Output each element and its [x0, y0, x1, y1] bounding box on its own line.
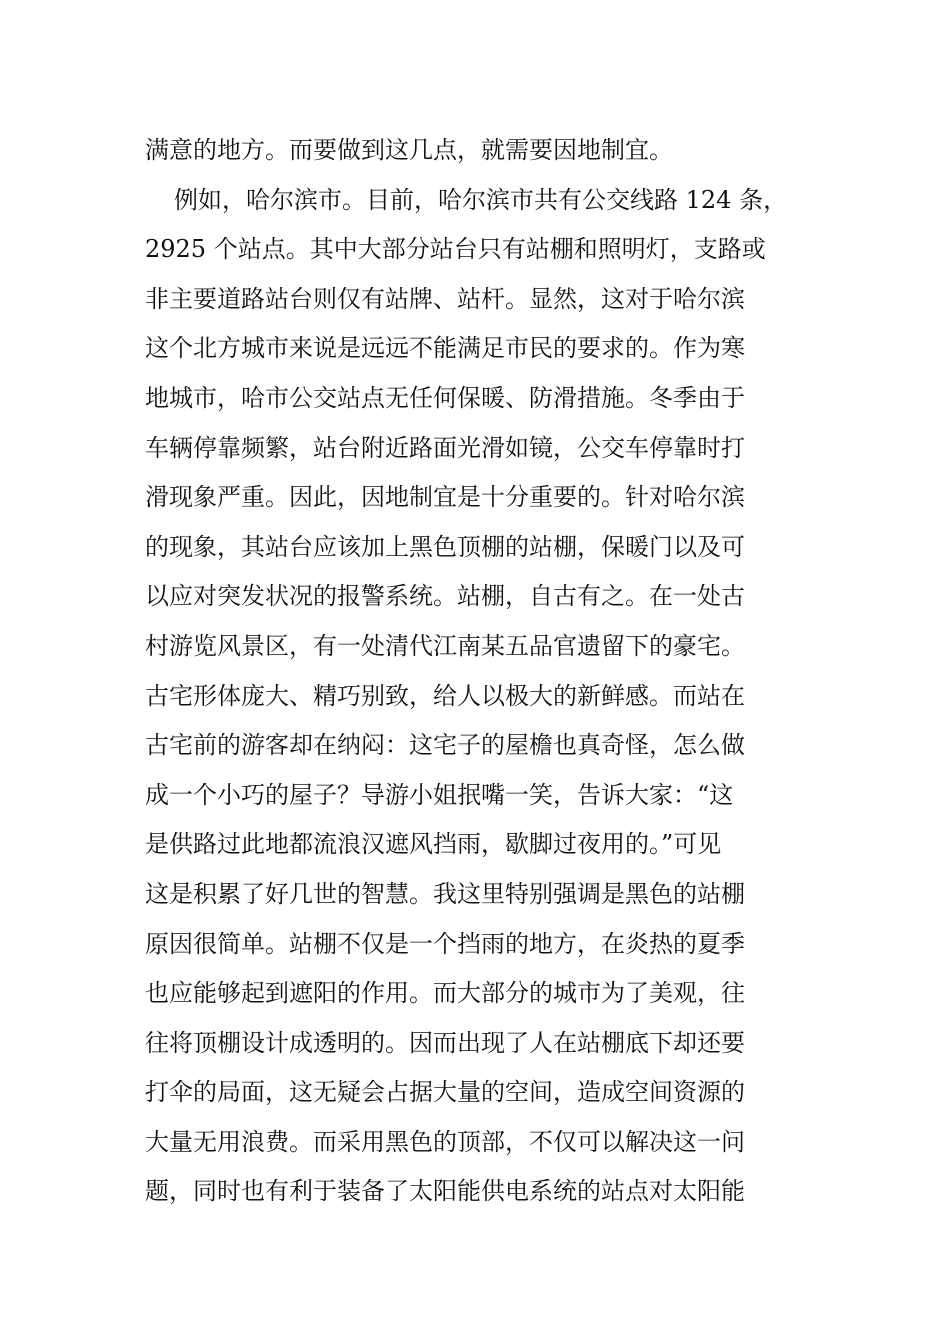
text-line: 2925 个站点。其中大部分站台只有站棚和照明灯，支路或: [145, 235, 766, 264]
text-line: 地城市，哈市公交站点无任何保暖、防滑措施。冬季由于: [145, 383, 745, 412]
text-line: 原因很简单。站棚不仅是一个挡雨的地方，在炎热的夏季: [145, 929, 745, 958]
text-line: 的现象，其站台应该加上黑色顶棚的站棚，保暖门以及可: [145, 532, 745, 561]
text-line: 成一个小巧的屋子？导游小姐抿嘴一笑，告诉大家：“这: [145, 780, 734, 809]
text-line: 古宅形体庞大、精巧别致，给人以极大的新鲜感。而站在: [145, 681, 745, 710]
text-line: 大量无用浪费。而采用黑色的顶部，不仅可以解决这一问: [145, 1127, 745, 1156]
text-line: 满意的地方。而要做到这几点，就需要因地制宜。: [145, 136, 673, 164]
text-line: 例如，哈尔滨市。目前，哈尔滨市共有公交线路 124 条，: [174, 185, 788, 214]
text-line: 以应对突发状况的报警系统。站棚，自古有之。在一处古: [145, 582, 745, 611]
text-line: 车辆停靠频繁，站台附近路面光滑如镜，公交车停靠时打: [145, 433, 745, 462]
body-text: [145, 126, 815, 1217]
text-line: 也应能够起到遮阳的作用。而大部分的城市为了美观，往: [145, 979, 745, 1008]
text-line: 这个北方城市来说是远远不能满足市民的要求的。作为寒: [145, 334, 745, 363]
text-line: 题，同时也有利于装备了太阳能供电系统的站点对太阳能: [145, 1177, 745, 1206]
text-line: 古宅前的游客却在纳闷：这宅子的屋檐也真奇怪，怎么做: [145, 731, 745, 760]
text-line: 这是积累了好几世的智慧。我这里特别强调是黑色的站棚: [145, 879, 745, 908]
text-line: 村游览风景区，有一处清代江南某五品官遗留下的豪宅。: [145, 631, 745, 660]
text-line: 滑现象严重。因此，因地制宜是十分重要的。针对哈尔滨: [145, 483, 745, 512]
text-line: 往将顶棚设计成透明的。因而出现了人在站棚底下却还要: [145, 1028, 745, 1057]
text-line: 打伞的局面，这无疑会占据大量的空间，造成空间资源的: [145, 1078, 745, 1107]
text-line: 非主要道路站台则仅有站牌、站杆。显然，这对于哈尔滨: [145, 284, 745, 313]
text-line: 是供路过此地都流浪汉遮风挡雨，歇脚过夜用的。”可见: [145, 830, 722, 859]
